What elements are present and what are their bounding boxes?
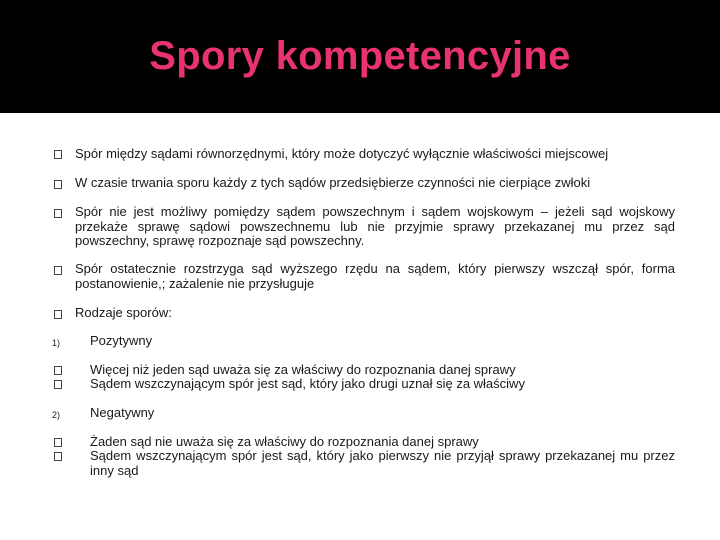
square-bullet-icon [54, 310, 62, 319]
square-bullet-icon [54, 438, 62, 447]
sub-bullet-text: Więcej niż jeden sąd uważa się za właściwy do rozpoznania danej sprawy [90, 362, 516, 377]
square-bullet-icon [54, 209, 62, 218]
slide-title: Spory kompetencyjne [149, 34, 571, 78]
square-bullet-icon [54, 180, 62, 189]
type-label: Pozytywny [90, 333, 153, 348]
square-bullet-icon [54, 150, 62, 159]
list-number: 2) [52, 410, 61, 420]
square-bullet-icon [54, 380, 62, 389]
sub-bullet-text: Sądem wszczynającym spór jest sąd, który jako pierwszy nie przyjął sprawy przekazanej mu przez inny sąd [90, 448, 675, 478]
bullet-text: W czasie trwania sporu każdy z tych sądów przedsiębierze czynności nie cierpiące zwłoki [75, 175, 591, 190]
bullet-text: Spór ostatecznie rozstrzyga sąd wyższego rzędu na sądem, który pierwszy wszczął spór, forma postanowienie,; zażalenie nie przysługuje [75, 261, 675, 291]
square-bullet-icon [54, 452, 62, 461]
type-label: Negatywny [90, 405, 155, 420]
square-bullet-icon [54, 366, 62, 375]
bullet-text: Rodzaje sporów: [75, 305, 172, 320]
square-bullet-icon [54, 266, 62, 275]
bullet-text: Spór nie jest możliwy pomiędzy sądem powszechnym i sądem wojskowym – jeżeli sąd wojskowy przekaże sprawę sądowi powszechnemu lub nie przyjmie sprawy przekazanej mu przez sąd powszechny, sprawę rozpoznaje sąd powszechny. [75, 204, 675, 248]
list-number: 1) [52, 338, 61, 348]
bullet-text: Spór między sądami równorzędnymi, który może dotyczyć wyłącznie właściwości miejscowej [75, 146, 609, 161]
sub-bullet-text: Sądem wszczynającym spór jest sąd, który jako drugi uznał się za właściwy [90, 376, 525, 391]
sub-bullet-text: Żaden sąd nie uważa się za właściwy do rozpoznania danej sprawy [90, 434, 479, 449]
